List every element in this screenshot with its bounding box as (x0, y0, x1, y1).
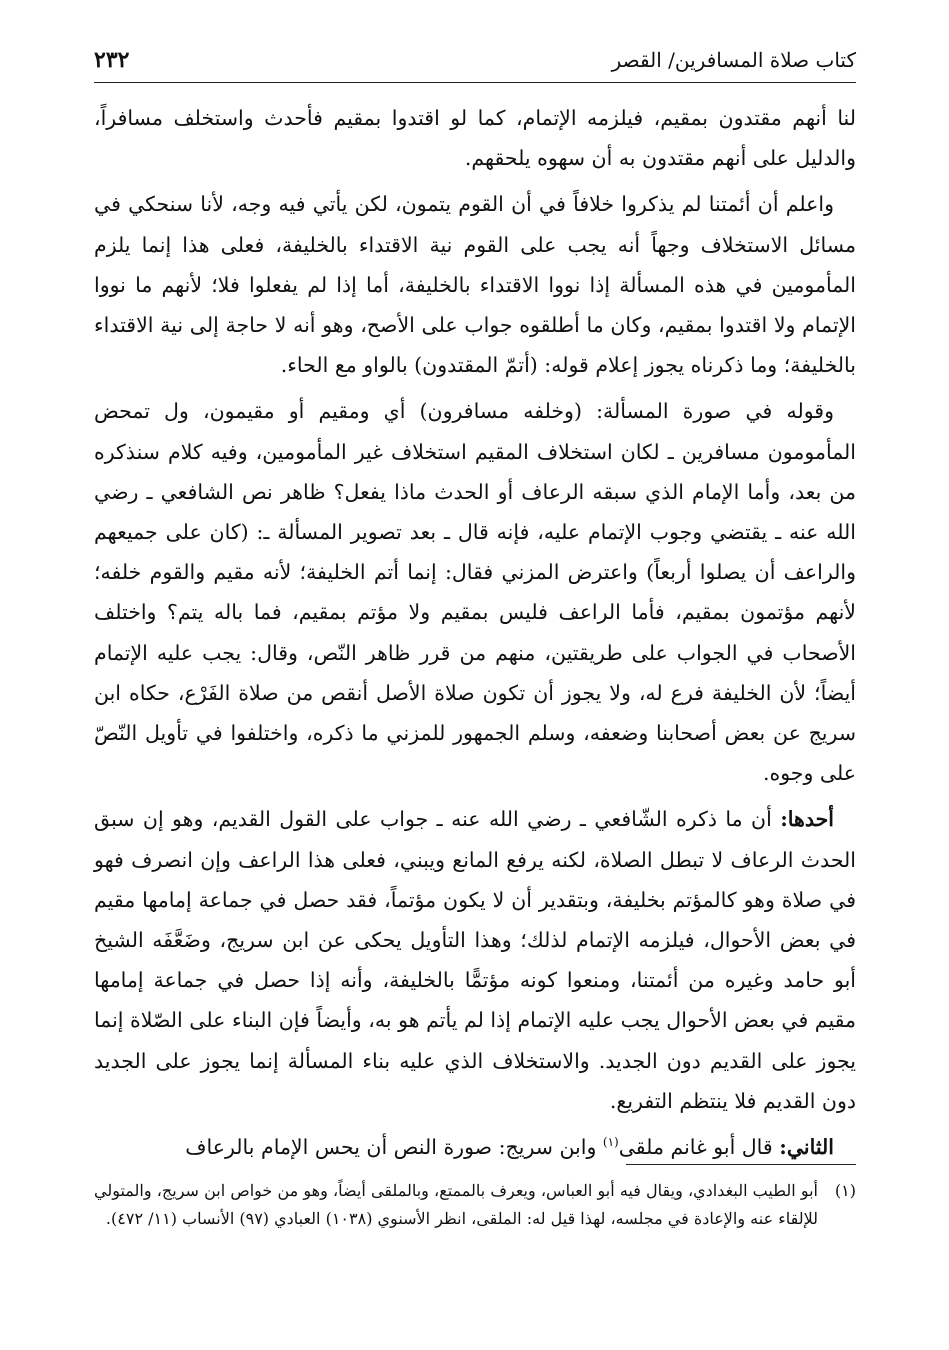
main-text (94, 98, 856, 1173)
paragraph-text: أن ما ذكره الشّافعي ـ رضي الله عنه ـ جواب على القول القديم، وهو إن سبق الحدث الرعاف لا تبطل الصلاة، لكنه يرفع المانع ويبني، فعلى هذا الراعف وإن انصرف فهو في صلاة وهو كالمؤتم بخليفة، وبتقدير أن لا يكون مؤتماً، فقد حصل في جماعة إمامها مقيم في بعض الأحوال، فيلزمه الإتمام لذلك؛ وهذا التأويل يحكى عن ابن سريج، وضَعَّفَه الشيخ أبو حامد وغيره من أئمتنا، ومنعوا كونه مؤتمًّا بالخليفة، وأنه إذا حصل في جماعة إمامها مقيم في بعض الأحوال يجب عليه الإتمام إذا لم يأتم هو به، وأيضاً فإن البناء على الصّلاة إنما يجوز على القديم دون الجديد. والاستخلاف الذي عليه بناء المسألة إنما يجوز على الجديد دون القديم فلا ينتظم التفريع. (94, 807, 856, 1113)
paragraph-4 (94, 799, 856, 1121)
footnote-text: أبو الطيب البغدادي، ويقال فيه أبو العباس، ويعرف بالممتع، وبالملقى أيضاً، وهو من خواص ابن سريج، والمتولي للإلقاء عنه والإعادة في مجلسه، لهذا قيل له: الملقى، انظر الأسنوي (١٠٣٨) العبادي (٩٧) الأنساب (١١/ ٤٧٢). (94, 1181, 818, 1228)
paragraph-5 (94, 1127, 856, 1167)
paragraph-text-continued: وابن سريج: صورة النص أن يحس الإمام بالرعاف (185, 1135, 603, 1160)
paragraph-3 (94, 391, 856, 793)
book-title: كتاب صلاة المسافرين/ القصر (611, 48, 856, 72)
footnote-item (94, 1177, 856, 1233)
running-header (94, 40, 856, 80)
page-number: ٢٣٢ (94, 47, 130, 73)
paragraph-1 (94, 98, 856, 178)
paragraph-2 (94, 184, 856, 385)
header-rule (94, 82, 856, 83)
footnote-rule (626, 1164, 856, 1165)
paragraph-text: قال أبو غانم ملقى (618, 1135, 773, 1160)
paragraph-lead: أحدها: (780, 807, 834, 832)
footnote-reference[interactable]: (١) (602, 1135, 619, 1150)
footnotes (94, 1177, 856, 1233)
paragraph-text: واعلم أن أئمتنا لم يذكروا خلافاً في أن القوم يتمون، لكن يأتي فيه وجه، لأنا سنحكي في مسائل الاستخلاف وجهاً أنه يجب على القوم نية الاقتداء بالخليفة، فعلى هذا إنما يلزم المأمومين في هذه المسألة إذا نووا الاقتداء بالخليفة، أما إذا لم يفعلوا فلا؛ لأنهم ما نووا الإتمام ولا اقتدوا بمقيم، وكان ما أطلقوه جواب على الأصح، وهو أنه لا حاجة إلى نية الاقتداء بالخليفة؛ وما ذكرناه يجوز إعلام قوله: (أتمّ المقتدون) بالواو مع الحاء. (94, 192, 856, 378)
paragraph-text: وقوله في صورة المسألة: (وخلفه مسافرون) أي ومقيم أو مقيمون، ول تمحض المأمومون مسافرين ـ لكان استخلاف المقيم استخلاف غير المأمومين، وفيه كلام سنذكره من بعد، وأما الإمام الذي سبقه الرعاف أو الحدث ماذا يفعل؟ ظاهر نص الشافعي ـ رضي الله عنه ـ يقتضي وجوب الإتمام عليه، فإنه قال ـ بعد تصوير المسألة ـ: (كان على جميعهم والراعف أن يصلوا أربعاً) واعترض المزني فقال: إنما أتم الخليفة؛ لأنه مقيم والقوم خلفه؛ لأنهم مؤتمون بمقيم، فأما الراعف فليس بمقيم ولا مؤتم بمقيم، فما باله يتم؟ واختلف الأصحاب في الجواب على طريقتين، منهم من قرر ظاهر النّص، وقال: يجب عليه الإتمام أيضاً؛ لأن الخليفة فرع له، ولا يجوز أن تكون صلاة الأصل أنقص من صلاة الفَرْع، حكاه ابن سريج عن بعض أصحابنا وضعفه، وسلم الجمهور للمزني ما ذكره، واختلفوا في تأويل النّصّ على وجوه. (94, 399, 856, 786)
paragraph-lead: الثاني: (779, 1135, 834, 1160)
paragraph-text: لنا أنهم مقتدون بمقيم، فيلزمه الإتمام، كما لو اقتدوا بمقيم فأحدث واستخلف مسافراً، والدليل على أنهم مقتدون به أن سهوه يلحقهم. (94, 106, 856, 171)
footnote-number: (١) (834, 1181, 856, 1200)
